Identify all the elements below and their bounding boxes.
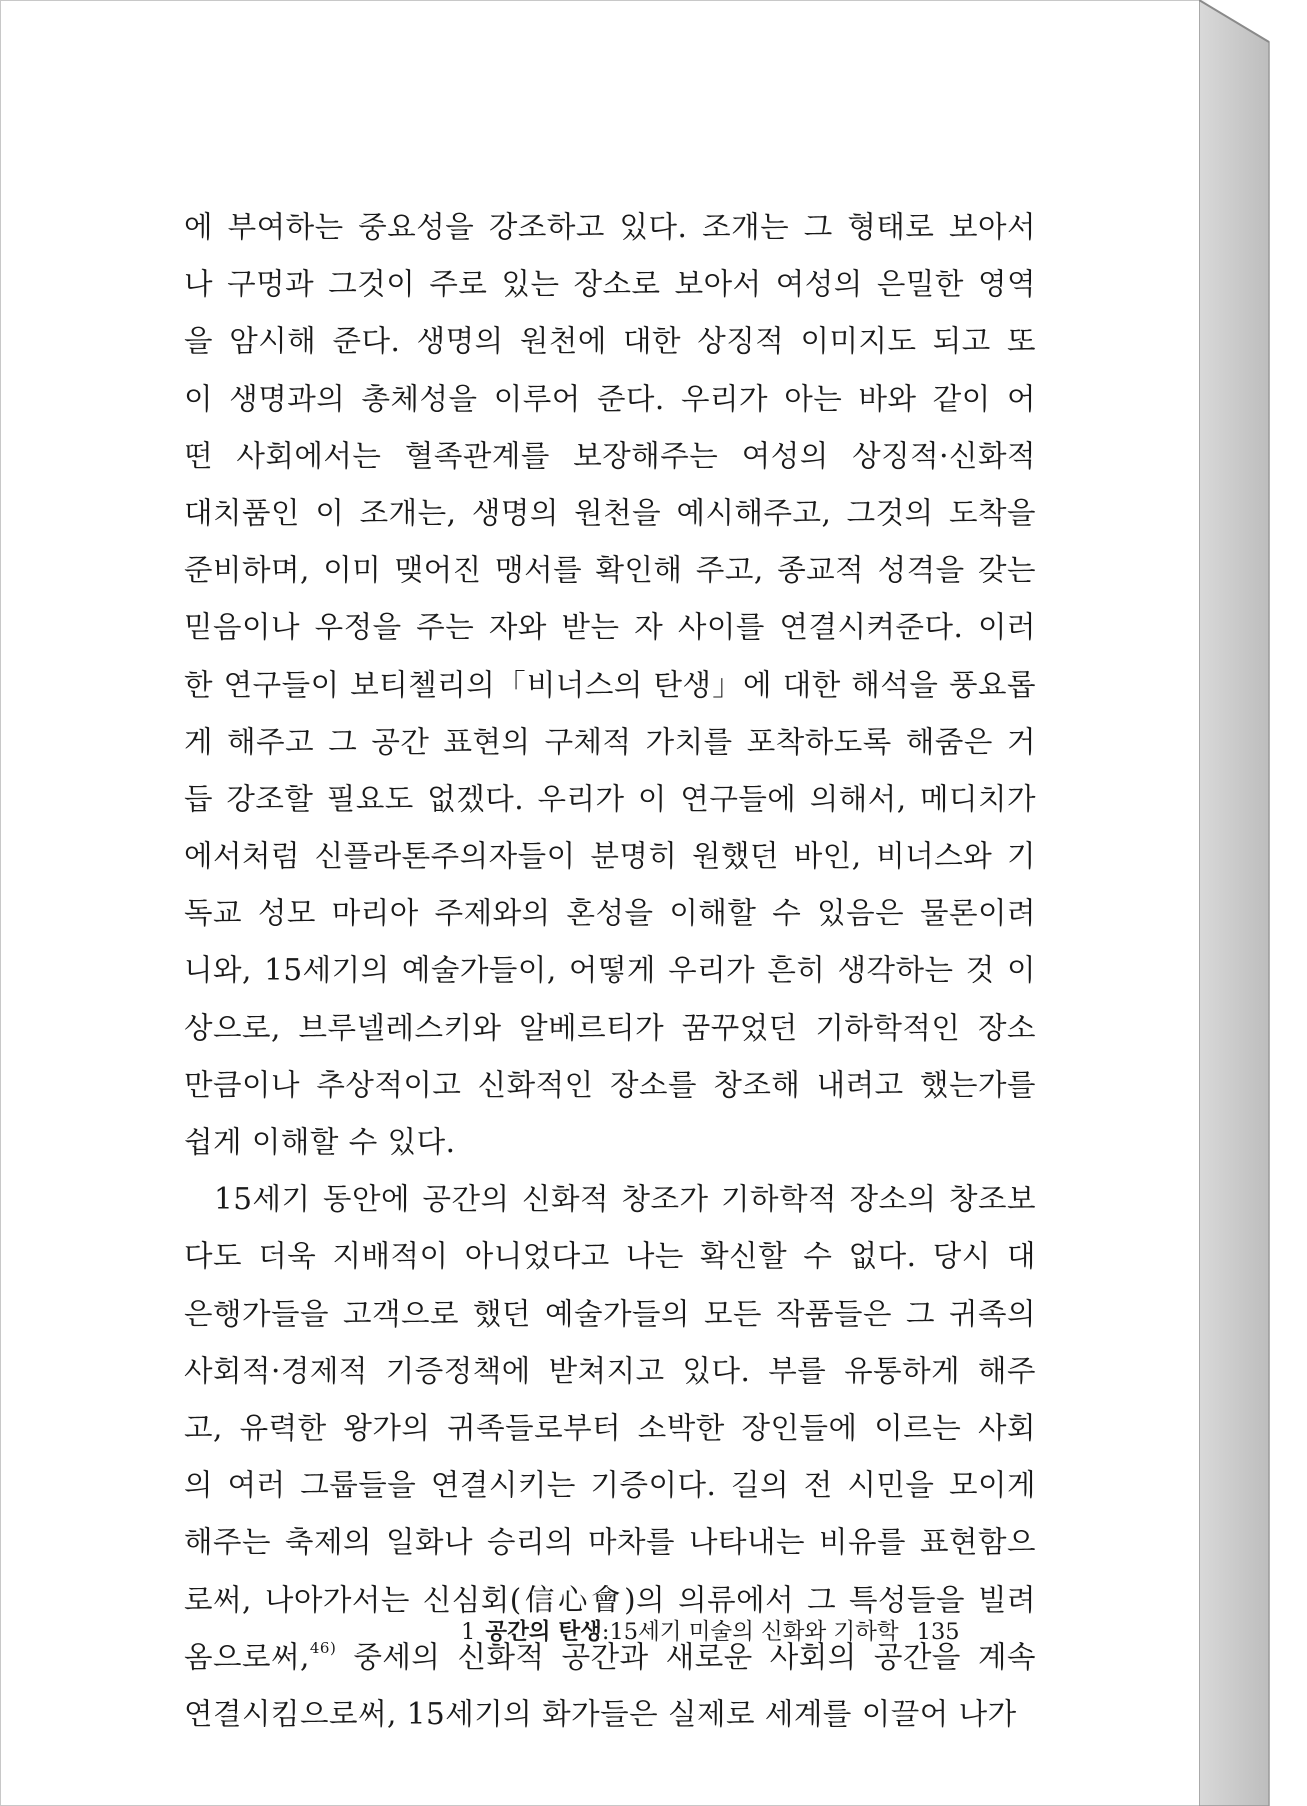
text-line: 니와, 15세기의 예술가들이, 어떻게 우리가 흔히 생각하는 것 이 [184,953,1036,988]
text-line: 연결시킴으로써, 15세기의 화가들은 실제로 세계를 이끌어 나가 [184,1696,1017,1731]
running-footer [461,1614,1021,1646]
text-line: 의 여러 그룹들을 연결시키는 기증이다. 길의 전 시민을 모이게 [184,1468,1036,1503]
title-separator: : [601,1619,610,1645]
text-line: 로써, 나아가서는 신심회(信心會)의 의류에서 그 특성들을 빌려 [184,1582,1036,1617]
page-number: 135 [916,1619,960,1645]
footnote-reference[interactable]: 46) [309,1638,337,1657]
text-line: 쉽게 이해할 수 있다. [184,1125,456,1159]
text-segment: 옴으로써, [184,1639,310,1674]
text-line: 해주는 축제의 일화나 승리의 마차를 나타내는 비유를 표현함으 [184,1525,1036,1560]
chapter-title: 공간의 탄생 [485,1619,602,1645]
text-line: 에 부여하는 중요성을 강조하고 있다. 조개는 그 형태로 보아서 [184,210,1036,244]
text-line: 듭 강조할 필요도 없겠다. 우리가 이 연구들에 의해서, 메디치가 [184,781,1036,816]
text-line: 대치품인 이 조개는, 생명의 원천을 예시해주고, 그것의 도착을 [184,495,1036,530]
book-spine-edge [1199,0,1307,1806]
text-line: 만큼이나 추상적이고 신화적인 장소를 창조해 내려고 했는가를 [184,1067,1036,1102]
paragraph-start-line: 15세기 동안에 공간의 신화적 창조가 기하학적 장소의 창조보 [214,1182,1036,1217]
text-line: 믿음이나 우정을 주는 자와 받는 자 사이를 연결시켜준다. 이러 [184,610,1036,645]
text-line: 사회적·경제적 기증정책에 받쳐지고 있다. 부를 유통하게 해주 [184,1353,1036,1388]
text-line: 을 암시해 준다. 생명의 원천에 대한 상징적 이미지도 되고 또 [184,324,1036,359]
text-line: 게 해주고 그 공간 표현의 구체적 가치를 포착하도록 해줌은 거 [184,724,1036,759]
text-line: 나 구멍과 그것이 주로 있는 장소로 보아서 여성의 은밀한 영역 [184,267,1036,302]
text-line: 독교 성모 마리아 주제와의 혼성을 이해할 수 있음은 물론이려 [184,896,1036,931]
text-line: 은행가들을 고객으로 했던 예술가들의 모든 작품들은 그 귀족의 [184,1296,1036,1331]
chapter-number: 1 [461,1619,476,1645]
chapter-subtitle: 15세기 미술의 신화와 기하학 [609,1619,899,1645]
text-line: 에서처럼 신플라톤주의자들이 분명히 원했던 바인, 비너스와 기 [184,839,1036,874]
body-text [184,199,1036,1743]
text-line: 고, 유력한 왕가의 귀족들로부터 소박한 장인들에 이르는 사회 [184,1410,1036,1445]
text-line: 상으로, 브루넬레스키와 알베르티가 꿈꾸었던 기하학적인 장소 [184,1010,1036,1045]
text-segment: 중세의 신화적 공간과 새로운 사회의 공간을 계속 [353,1639,1036,1674]
text-line: 한 연구들이 보티첼리의「비너스의 탄생」에 대한 해석을 풍요롭 [184,667,1036,702]
text-line: 준비하며, 이미 맺어진 맹서를 확인해 주고, 종교적 성격을 갖는 [184,553,1036,588]
text-line: 다도 더욱 지배적이 아니었다고 나는 확신할 수 없다. 당시 대 [184,1239,1036,1274]
text-line: 이 생명과의 총체성을 이루어 준다. 우리가 아는 바와 같이 어 [184,381,1036,416]
page-edge-shape [1199,0,1307,1806]
text-line: 떤 사회에서는 혈족관계를 보장해주는 여성의 상징적·신화적 [184,438,1036,473]
